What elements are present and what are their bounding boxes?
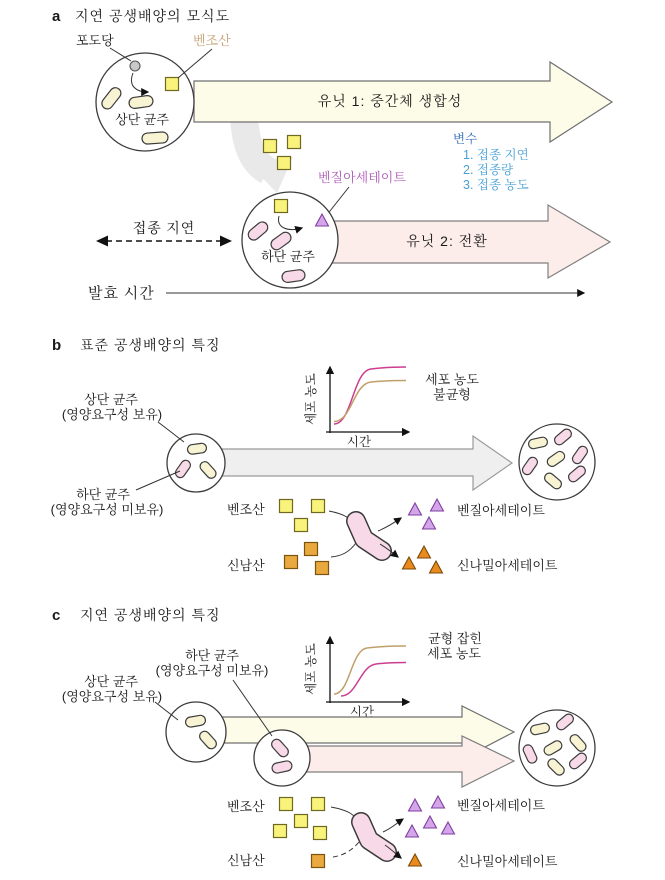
benzoic-square	[312, 500, 325, 513]
growth-graph-c	[303, 631, 482, 719]
benzoic-square	[280, 798, 293, 811]
graph-annotation-line2: 불균형	[433, 387, 471, 402]
benzyl-triangle	[442, 822, 455, 834]
panel-a	[52, 8, 612, 302]
benzyl-output-arrow	[378, 518, 401, 531]
inoculation-delay-label: 접종 지연	[132, 222, 196, 237]
left-arrowhead	[96, 236, 108, 247]
benzyl-output-arrow	[383, 819, 403, 832]
cinnamyl-triangle	[430, 561, 443, 573]
y-axis-label: 세포 농도	[304, 373, 318, 425]
x-axis-label: 시간	[349, 705, 375, 719]
cinnamyl-triangle	[418, 546, 431, 558]
bottom-strain-flask	[242, 192, 338, 288]
panel-c-title: 지연 공생배양의 특징	[80, 607, 221, 623]
conversion-row-b	[227, 499, 558, 575]
unit2-label: 유닛 2: 전환	[406, 233, 488, 249]
top-strain-label-line1: 상단 균주	[84, 674, 138, 689]
variables-list	[453, 131, 529, 192]
converting-cell	[361, 822, 387, 852]
panel-c-letter: c	[52, 607, 61, 624]
benzyl-triangle	[431, 499, 444, 511]
cinnamyl-acetate-label: 신나밀아세테이트	[457, 558, 558, 573]
graph-annotation-line1: 세포 농도	[425, 372, 479, 387]
benzyl-triangle	[423, 517, 436, 529]
top-strain-pointer-line	[158, 422, 184, 442]
panel-a-letter: a	[52, 8, 61, 25]
glucose-dot	[130, 61, 140, 71]
top-strain-label-line2: (영양요구성 보유)	[61, 407, 163, 422]
benzyl-triangle	[409, 503, 422, 515]
cinnamic-square	[312, 855, 325, 868]
graph-annotation-line2: 세포 농도	[427, 646, 481, 661]
flask-circle	[254, 730, 310, 786]
upstream-growth-curve	[334, 646, 406, 694]
benzoic-label: 벤조산	[227, 799, 265, 814]
top-strain-label-line2: (영양요구성 보유)	[61, 689, 163, 704]
benzoic-label: 벤조산	[193, 33, 231, 48]
cinnamyl-triangle	[409, 854, 422, 866]
variable-item-2: 2. 접종량	[463, 163, 514, 177]
benzyl-acetate-label: 벤질아세테이트	[318, 170, 406, 185]
top-strain-label-line1: 상단 균주	[84, 392, 138, 407]
benzyl-triangle	[406, 825, 419, 837]
bottom-strain-label: 하단 균주	[261, 249, 315, 264]
top-strain-cell	[142, 132, 169, 145]
benzoic-label: 벤조산	[227, 502, 265, 517]
benzoic-square	[288, 136, 301, 149]
cinnamic-input-line	[331, 543, 356, 557]
benzoic-square	[314, 827, 327, 840]
inoculation-delay	[96, 220, 232, 247]
flask-circle	[166, 702, 226, 762]
benzyl-triangle	[409, 799, 422, 811]
benzyl-acetate-label: 벤질아세테이트	[457, 798, 545, 813]
cinnamic-label: 신남산	[227, 853, 265, 868]
fermentation-time-axis	[88, 284, 584, 302]
unit1-label: 유닛 1: 중간체 생합성	[317, 93, 463, 109]
benzoic-square	[274, 825, 287, 838]
benzyl-triangle	[432, 796, 445, 808]
y-axis-label: 세포 농도	[304, 643, 318, 695]
flask-circle	[167, 434, 225, 492]
variable-item-1: 1. 접종 지연	[463, 148, 529, 162]
benzoic-square	[295, 815, 308, 828]
top-strain-flask	[96, 53, 194, 151]
cinnamic-input-line-dashed	[333, 842, 359, 857]
panel-c	[52, 607, 595, 869]
benzoic-square	[280, 500, 293, 513]
fermentation-time-label: 발효 시간	[88, 286, 155, 302]
bottom-strain-label-line2: (영양요구성 미보유)	[155, 663, 269, 678]
variable-item-3: 3. 접종 농도	[463, 178, 529, 192]
glucose-label: 포도당	[76, 33, 114, 48]
benzoic-square	[295, 519, 308, 532]
benzoic-square	[275, 200, 288, 213]
downstream-flask	[254, 730, 310, 786]
cinnamic-square	[305, 543, 318, 556]
x-axis-label: 시간	[346, 435, 372, 449]
benzoic-square	[312, 798, 325, 811]
upstream-growth-curve	[334, 381, 406, 422]
benzyl-acetate-label: 벤질아세테이트	[457, 503, 545, 518]
graph-annotation-line1: 균형 잡힌	[428, 631, 482, 646]
growth-graph-b	[303, 367, 479, 449]
benzyl-triangle	[424, 816, 437, 828]
variables-title: 변수	[453, 132, 478, 146]
bottom-strain-label-line2: (영양요구성 미보유)	[50, 502, 164, 517]
downstream-growth-curve	[341, 663, 406, 697]
balanced-end-flask	[519, 710, 595, 786]
benzoic-square	[264, 140, 277, 153]
benzoic-pointer-line	[178, 49, 212, 78]
cinnamyl-acetate-label: 신나밀아세테이트	[457, 854, 558, 869]
cinnamyl-triangle	[403, 557, 416, 569]
upstream-flask	[166, 702, 226, 762]
right-arrowhead	[220, 236, 232, 247]
bottom-strain-label-line1: 하단 균주	[185, 648, 239, 663]
conversion-row-c	[227, 796, 558, 869]
panel-a-title: 지연 공생배양의 모식도	[75, 8, 231, 24]
converting-cell	[356, 521, 382, 551]
top-strain-label: 상단 균주	[115, 112, 169, 127]
coculture-end-flask	[519, 424, 595, 500]
panel-b	[51, 337, 595, 575]
cinnamic-square	[316, 562, 329, 575]
transfer-down-arrow	[244, 118, 293, 193]
benzoic-square	[278, 157, 291, 170]
benzoic-square	[166, 78, 179, 91]
panel-b-title: 표준 공생배양의 특징	[80, 337, 221, 353]
cinnamic-label: 신남산	[227, 558, 265, 573]
bottom-strain-label-line1: 하단 균주	[76, 487, 130, 502]
coculture-start-flask	[167, 434, 225, 492]
panel-b-letter: b	[52, 337, 62, 354]
cinnamic-square	[285, 556, 298, 569]
